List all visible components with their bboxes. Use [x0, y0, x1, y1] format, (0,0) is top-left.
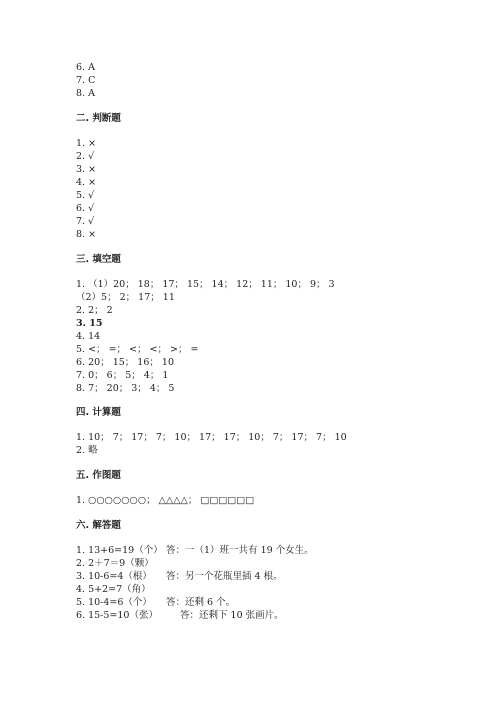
section-heading-fill-blank: 三. 填空题 — [76, 254, 121, 265]
answer-line: 2. 略 — [76, 445, 98, 456]
top-answers — [76, 61, 95, 100]
answer-line: 1. （1）20； 18； 17； 15； 14； 12； 11； 10； 9； 3 — [76, 279, 335, 290]
answer-line: 1. 10； 7； 17； 7； 10； 17； 17； 10； 7； 17； 7； 10 — [76, 432, 347, 443]
word-problem-answers — [76, 544, 314, 622]
answer-sentence: 答：还剩下 10 张画片。 — [180, 610, 284, 621]
solution-row — [76, 557, 314, 570]
answer-sentence: 答：还剩 6 个。 — [166, 597, 236, 608]
drawing-answers — [76, 494, 254, 507]
answer-line: 8. × — [76, 229, 97, 240]
solution-row — [76, 596, 314, 609]
answer-line: 6. A — [76, 62, 95, 73]
solution-row — [76, 570, 314, 583]
answer-line: 2. 2； 2 — [76, 305, 113, 316]
answer-line: 1. ○○○○○○○； △△△△； □□□□□□ — [76, 495, 255, 506]
answer-line: 7. √ — [76, 216, 95, 227]
answer-line: 2. √ — [76, 151, 95, 162]
answer-sentence: 答：另一个花瓶里插 4 根。 — [166, 571, 283, 582]
answer-line: （2）5； 2； 17； 11 — [76, 292, 175, 303]
calculation: 2. 2＋7＝9（颗） — [76, 558, 154, 569]
calculation: 3. 10-6=4（根） — [76, 571, 152, 582]
section-heading-calculation: 四. 计算题 — [76, 407, 121, 418]
judgment-answers — [76, 137, 96, 241]
answer-line: 8. A — [76, 88, 95, 99]
answer-line: 6. √ — [76, 203, 95, 214]
answer-line: 5. √ — [76, 190, 95, 201]
answer-line: 8. 7； 20； 3； 4； 5 — [76, 383, 175, 394]
solution-row — [76, 609, 314, 622]
answer-line: 4. × — [76, 177, 97, 188]
answer-line: 7. 0； 6； 5； 4； 1 — [76, 370, 169, 381]
solution-row — [76, 583, 314, 596]
answer-line: 4. 14 — [76, 331, 101, 342]
section-heading-drawing: 五. 作图题 — [76, 470, 121, 481]
solution-row — [76, 544, 314, 557]
calculation: 6. 15-5=10（张） — [76, 610, 158, 621]
answer-line: 1. × — [76, 138, 97, 149]
calculation: 5. 10-4=6（个） — [76, 597, 152, 608]
fill-blank-answers — [76, 278, 335, 395]
section-heading-word-problems: 六. 解答题 — [76, 520, 121, 531]
calculation-answers — [76, 431, 347, 457]
answer-sentence: 答：一（1）班一共有 19 个女生。 — [166, 545, 314, 556]
calculation: 4. 5+2=7（角） — [76, 584, 151, 595]
answer-line: 3. 15 — [76, 318, 103, 329]
section-heading-judgment: 二. 判断题 — [76, 113, 121, 124]
answer-line: 7. C — [76, 75, 96, 86]
answer-line: 5. <； =； <； <； >； = — [76, 344, 199, 355]
answer-line: 6. 20； 15； 16； 10 — [76, 357, 174, 368]
answer-line: 3. × — [76, 164, 97, 175]
calculation: 1. 13+6=19（个） — [76, 545, 163, 556]
